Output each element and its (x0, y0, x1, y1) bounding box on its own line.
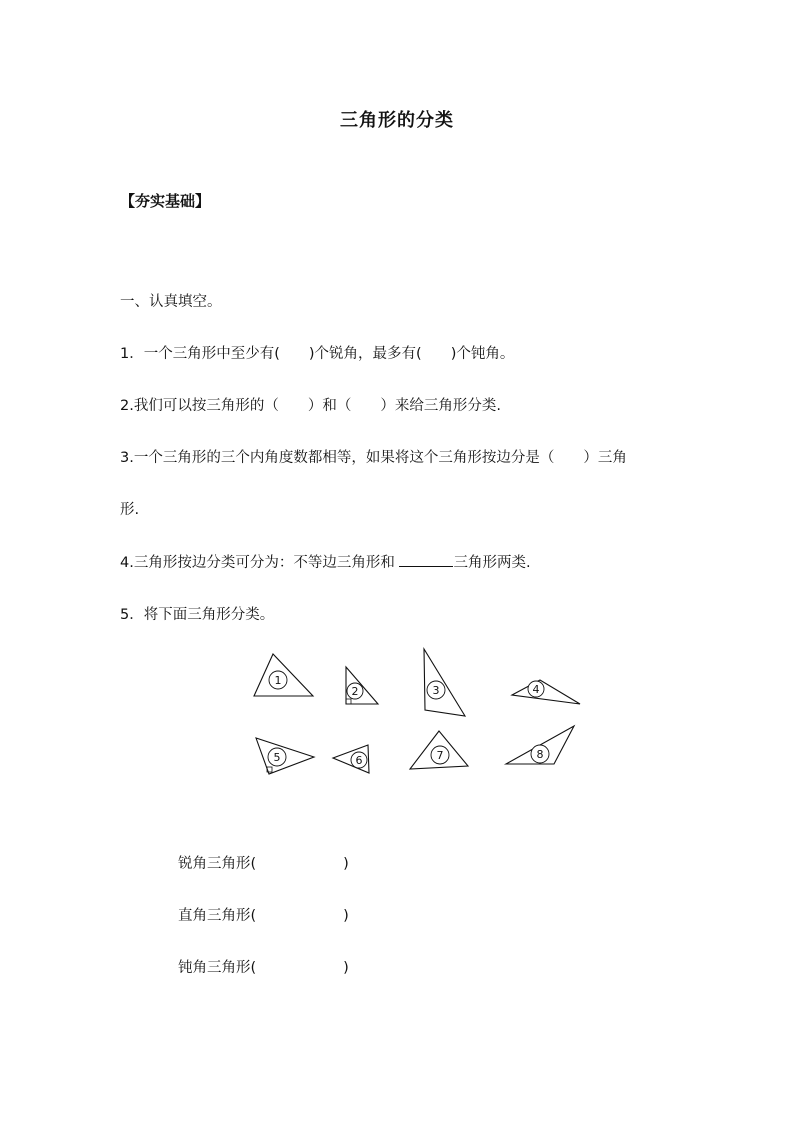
triangle-6-label: 6 (355, 754, 363, 767)
question-4-text-after: 三角形两类. (453, 555, 531, 571)
triangle-7 (410, 731, 468, 769)
triangle-8-label: 8 (536, 748, 544, 761)
triangle-7-label: 7 (436, 749, 444, 762)
triangle-5 (256, 738, 314, 774)
triangle-8 (506, 726, 574, 764)
question-2: 2.我们可以按三角形的（ ）和（ ）来给三角形分类. (120, 398, 501, 414)
triangle-2 (346, 667, 378, 704)
triangle-3 (424, 649, 465, 716)
triangle-figures (240, 640, 590, 780)
triangle-3-label: 3 (432, 684, 440, 697)
answer-acute[interactable]: 锐角三角形( ) (178, 856, 349, 872)
triangle-6 (333, 745, 369, 773)
triangle-2-label: 2 (351, 685, 359, 698)
question-5: 5．将下面三角形分类。 (120, 607, 275, 623)
question-1: 1．一个三角形中至少有( )个锐角，最多有( )个钝角。 (120, 346, 515, 362)
triangle-4 (512, 680, 580, 704)
question-4-text-before: 4.三角形按边分类可分为：不等边三角形和 (120, 555, 395, 571)
answer-right[interactable]: 直角三角形( ) (178, 908, 349, 924)
page-title: 三角形的分类 (340, 110, 454, 131)
triangle-1 (254, 654, 313, 696)
triangle-5-label: 5 (273, 751, 281, 764)
answer-obtuse[interactable]: 钝角三角形( ) (178, 960, 349, 976)
question-3-line-2: 形. (120, 502, 140, 518)
part-one-heading: 一、认真填空。 (120, 294, 222, 310)
triangle-4-label: 4 (532, 683, 540, 696)
question-4-blank[interactable] (399, 552, 453, 567)
question-4 (120, 551, 531, 572)
triangle-1-label: 1 (274, 674, 282, 687)
question-3-line-1: 3.一个三角形的三个内角度数都相等，如果将这个三角形按边分是（ ）三角 (120, 450, 627, 466)
section-label: 【夯实基础】 (120, 192, 211, 210)
